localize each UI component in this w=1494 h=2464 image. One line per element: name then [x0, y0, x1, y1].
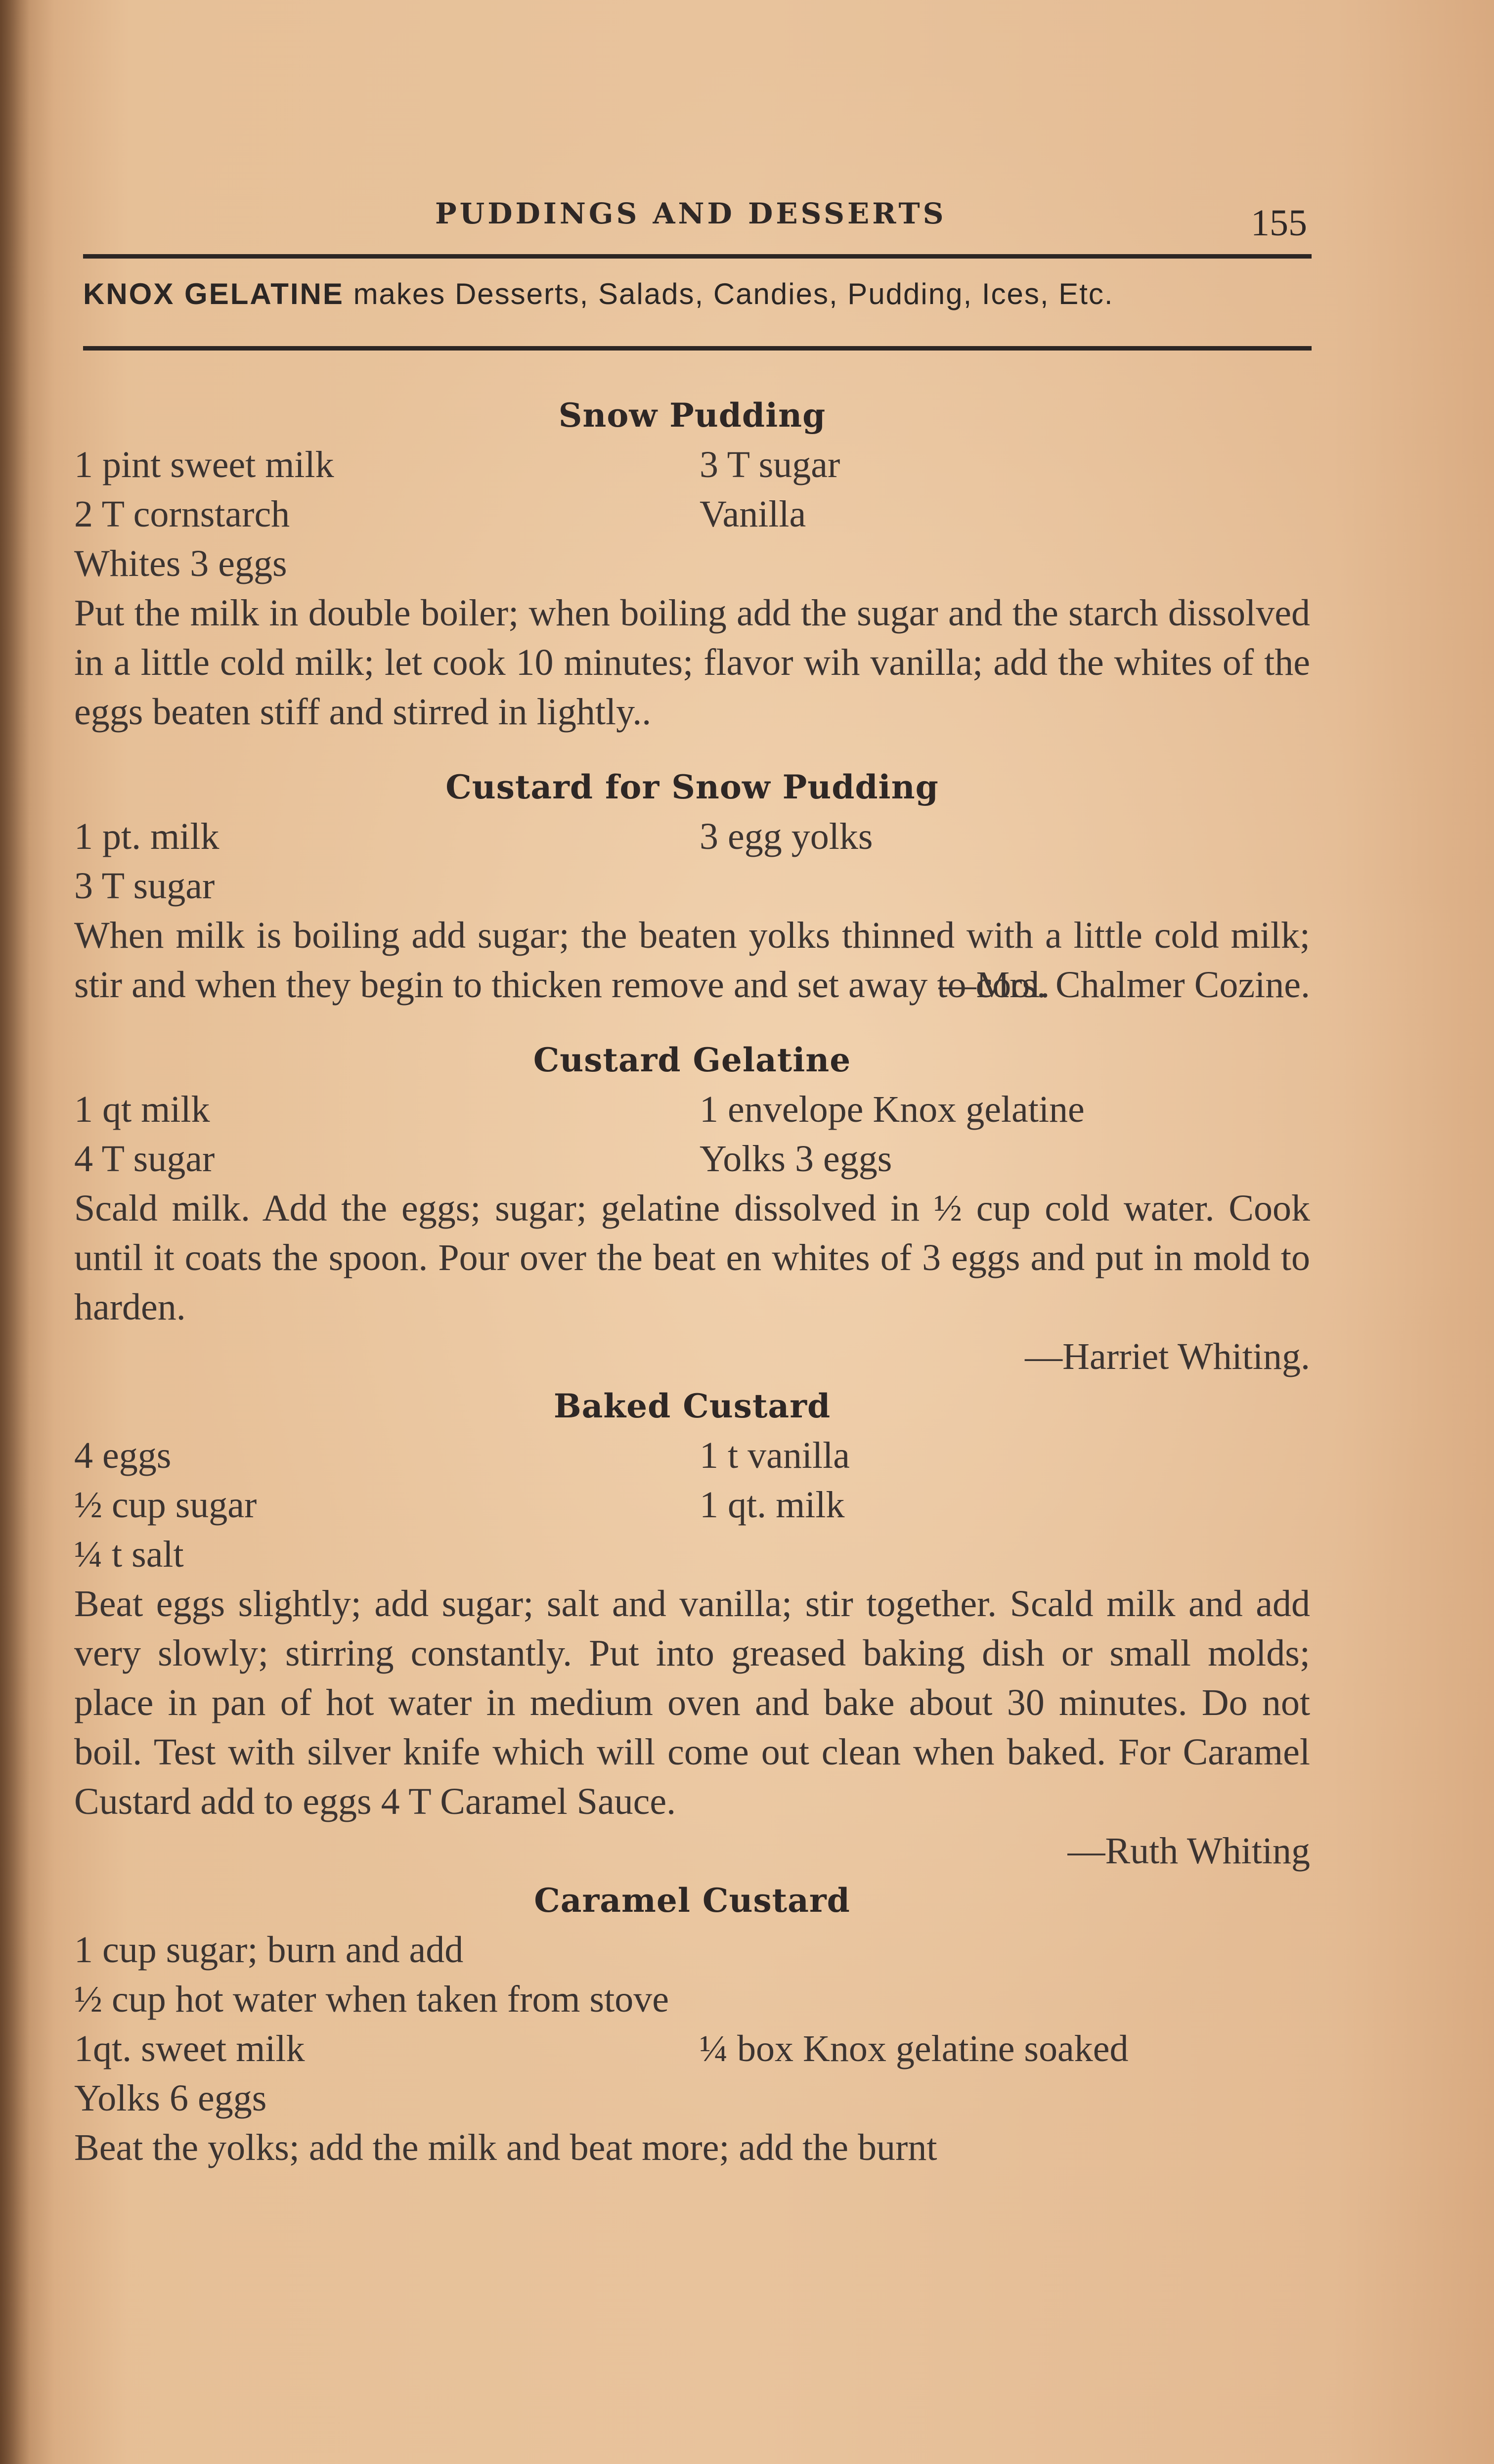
ingredient: 1 t vanilla — [700, 1435, 850, 1476]
recipe-attribution: —Harriet Whiting. — [1025, 1336, 1310, 1377]
ingredient: 1 qt milk — [74, 1089, 210, 1130]
recipe-method: Scald milk. Add the eggs; sugar; gelatine dissolved in ½ cup cold water. Cook until it coats the spoon. Pour over the beat en whites of 3 eggs and put in mold to harden. — [74, 1188, 1310, 1328]
recipe-title: Baked Custard — [553, 1387, 831, 1425]
recipe-attribution: —Mrs. Chalmer Cozine. — [938, 964, 1310, 1006]
ingredient: 1 cup sugar; burn and add — [74, 1929, 464, 1971]
recipe-column — [74, 391, 1310, 2172]
ingredient-row — [74, 440, 1310, 489]
advert-text: makes Desserts, Salads, Candies, Pudding, Ices, Etc. — [344, 277, 1114, 310]
advert-slogan — [83, 277, 1114, 311]
ingredient-row — [74, 1480, 1310, 1530]
ingredient: Yolks 6 eggs — [74, 2077, 267, 2119]
ingredient-row — [74, 1975, 1310, 2024]
advert-brand: KNOX GELATINE — [83, 277, 344, 310]
method-text: When milk is boiling add sugar; the beaten yolks thinned with a little cold milk; stir and when they begin to thicken remove and set away to cool. — [74, 915, 1310, 1006]
ingredient: Yolks 3 eggs — [700, 1138, 892, 1180]
recipe-caramel-custard — [74, 1876, 1310, 2172]
ingredient-row — [74, 1530, 1310, 1579]
ingredient: 1 envelope Knox gelatine — [700, 1089, 1085, 1130]
ingredient-row — [74, 2073, 1310, 2123]
recipe-title: Snow Pudding — [558, 396, 826, 435]
recipe-baked-custard — [74, 1381, 1310, 1876]
recipe-title: Custard Gelatine — [533, 1041, 851, 1079]
ingredient: 1qt. sweet milk — [74, 2028, 305, 2069]
ingredient-row — [74, 1431, 1310, 1480]
ingredient: 1 qt. milk — [700, 1484, 845, 1526]
ingredient-row — [74, 861, 1310, 911]
recipe-custard-for-snow-pudding — [74, 762, 1310, 1010]
ingredient: 1 pint sweet milk — [74, 444, 334, 485]
ingredient-row — [74, 1134, 1310, 1184]
ingredient: ¼ box Knox gelatine soaked — [700, 2028, 1129, 2069]
ingredient: 3 T sugar — [74, 865, 215, 907]
recipe-method: Beat the yolks; add the milk and beat more; add the burnt — [74, 2127, 937, 2168]
ingredient: 4 T sugar — [74, 1138, 215, 1180]
header-rule-bottom — [83, 346, 1312, 351]
ingredient: ¼ t salt — [74, 1534, 184, 1575]
ingredient: 3 egg yolks — [700, 816, 873, 857]
ingredient-row — [74, 539, 1310, 588]
ingredient-row — [74, 1085, 1310, 1134]
ingredient: ½ cup sugar — [74, 1484, 257, 1526]
ingredient: 1 pt. milk — [74, 816, 220, 857]
ingredient-row — [74, 489, 1310, 539]
spacer — [74, 737, 1310, 762]
ingredient: Whites 3 eggs — [74, 543, 287, 584]
recipe-method: Put the milk in double boiler; when boiling add the sugar and the starch dissolved in a little cold milk; let cook 10 minutes; flavor wih vanilla; add the whites of the eggs beaten stiff and stirred in lightly.. — [74, 592, 1310, 733]
recipe-title: Custard for Snow Pudding — [445, 768, 939, 806]
ingredient: Vanilla — [700, 493, 806, 535]
running-header-title: PUDDINGS AND DESSERTS — [435, 197, 947, 230]
ingredient: 3 T sugar — [700, 444, 840, 485]
recipe-snow-pudding — [74, 391, 1310, 737]
ingredient: 4 eggs — [74, 1435, 172, 1476]
page-number: 155 — [1251, 202, 1307, 244]
ingredient: ½ cup hot water when taken from stove — [74, 1979, 669, 2020]
recipe-method: Beat eggs slightly; add sugar; salt and vanilla; stir together. Scald milk and add very slowly; stirring constantly. Put into greased baking dish or small molds; place in pan of hot water in medium oven and bake about 30 minutes. Do not boil. Test with silver knife which will come out clean when baked. For Caramel Custard add to eggs 4 T Caramel Sauce. — [74, 1583, 1310, 1822]
recipe-attribution: —Ruth Whiting — [1067, 1830, 1310, 1872]
header-rule-top — [83, 254, 1312, 259]
ingredient-row — [74, 812, 1310, 861]
recipe-title: Caramel Custard — [534, 1881, 850, 1920]
spacer — [74, 1010, 1310, 1035]
recipe-custard-gelatine — [74, 1035, 1310, 1381]
ingredient-row — [74, 1925, 1310, 1975]
ingredient-row — [74, 2024, 1310, 2073]
ingredient: 2 T cornstarch — [74, 493, 290, 535]
